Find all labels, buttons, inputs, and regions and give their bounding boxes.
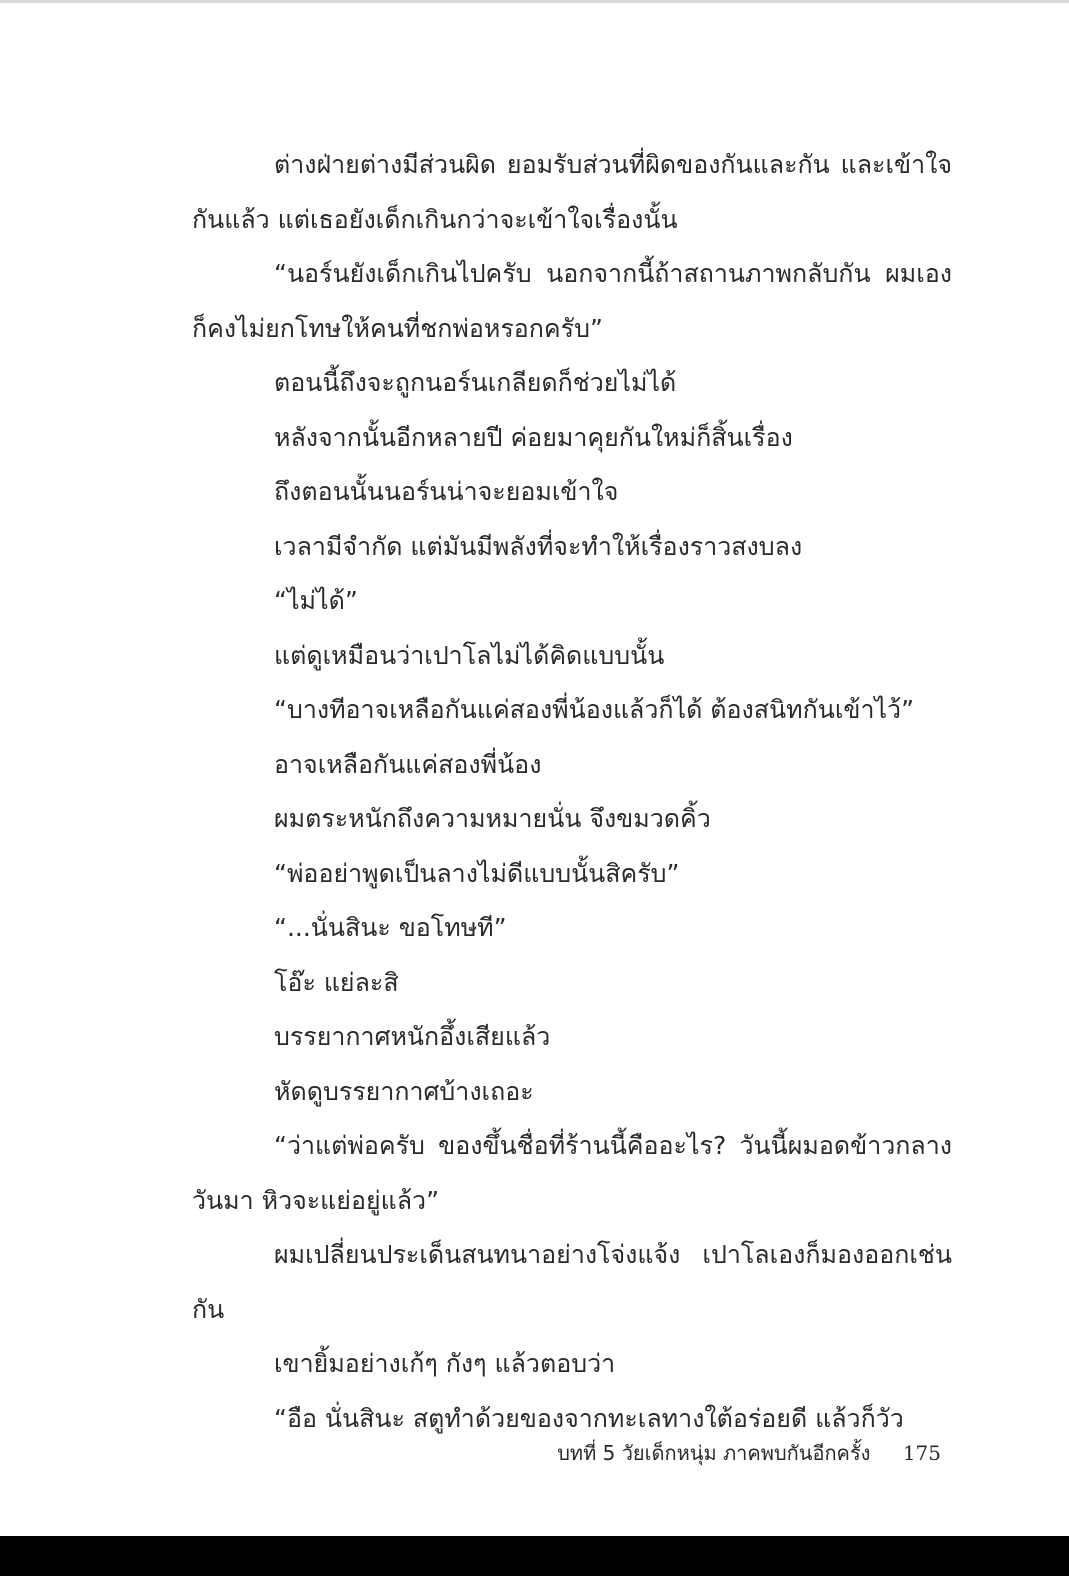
paragraph: เขายิ้มอย่างเก้ๆ กังๆ แล้วตอบว่า [274,1349,616,1378]
page-number: 175 [902,1441,941,1465]
bottom-black-bar [0,1536,1069,1576]
paragraph: อาจเหลือกันแค่สองพี่น้อง [274,749,542,779]
paragraph: ถึงตอนนั้นนอร์นน่าจะยอมเข้าใจ [274,477,619,506]
page-footer [557,1439,941,1467]
paragraph: ผมเปลี่ยนประเด็นสนทนาอย่างโจ่งแจ้ง เปาโลเองก็มองออกเช่นกัน [192,1240,952,1324]
paragraph: ตอนนี้ถึงจะถูกนอร์นเกลียดก็ช่วยไม่ได้ [274,368,677,397]
paragraph: ต่างฝ่ายต่างมีส่วนผิด ยอมรับส่วนที่ผิดของกันและกัน และเข้าใจกันแล้ว แต่เธอยังเด็กเกินกว่าจะเข้าใจเรื่องนั้น [192,150,952,234]
paragraph: “พ่ออย่าพูดเป็นลางไม่ดีแบบนั้นสิครับ” [274,858,680,888]
paragraph: บรรยากาศหนักอึ้งเสียแล้ว [274,1022,551,1051]
paragraph: หัดดูบรรยากาศบ้างเถอะ [274,1076,534,1106]
paragraph: “นอร์นยังเด็กเกินไปครับ นอกจากนี้ถ้าสถานภาพกลับกัน ผมเองก็คงไม่ยกโทษให้คนที่ชกพ่อหรอกครับ” [192,259,952,343]
body-text [192,138,952,1446]
paragraph: หลังจากนั้นอีกหลายปี ค่อยมาคุยกันใหม่ก็สิ้นเรื่อง [274,422,793,452]
chapter-title: บทที่ 5 วัยเด็กหนุ่ม ภาคพบกันอีกครั้ง [557,1441,871,1465]
paragraph: “ไม่ได้” [274,586,358,615]
paragraph: “อือ นั่นสินะ สตูทำด้วยของจากทะเลทางใต้อร่อยดี แล้วก็วัว [274,1403,904,1433]
paragraph: ผมตระหนักถึงความหมายนั่น จึงขมวดคิ้ว [274,804,711,833]
paragraph: “ว่าแต่พ่อครับ ของขึ้นชื่อที่ร้านนี้คืออะไร? วันนี้ผมอดข้าวกลางวันมา หิวจะแย่อยู่แล้ว” [192,1131,952,1215]
paragraph: “...นั่นสินะ ขอโทษที” [274,913,507,942]
paragraph: แต่ดูเหมือนว่าเปาโลไม่ได้คิดแบบนั้น [274,640,665,670]
paragraph: โอ๊ะ แย่ละสิ [274,967,399,997]
paragraph: เวลามีจำกัด แต่มันมีพลังที่จะทำให้เรื่องราวสงบลง [274,531,803,561]
paragraph: “บางทีอาจเหลือกันแค่สองพี่น้องแล้วก็ได้ ต้องสนิทกันเข้าไว้” [274,695,915,724]
